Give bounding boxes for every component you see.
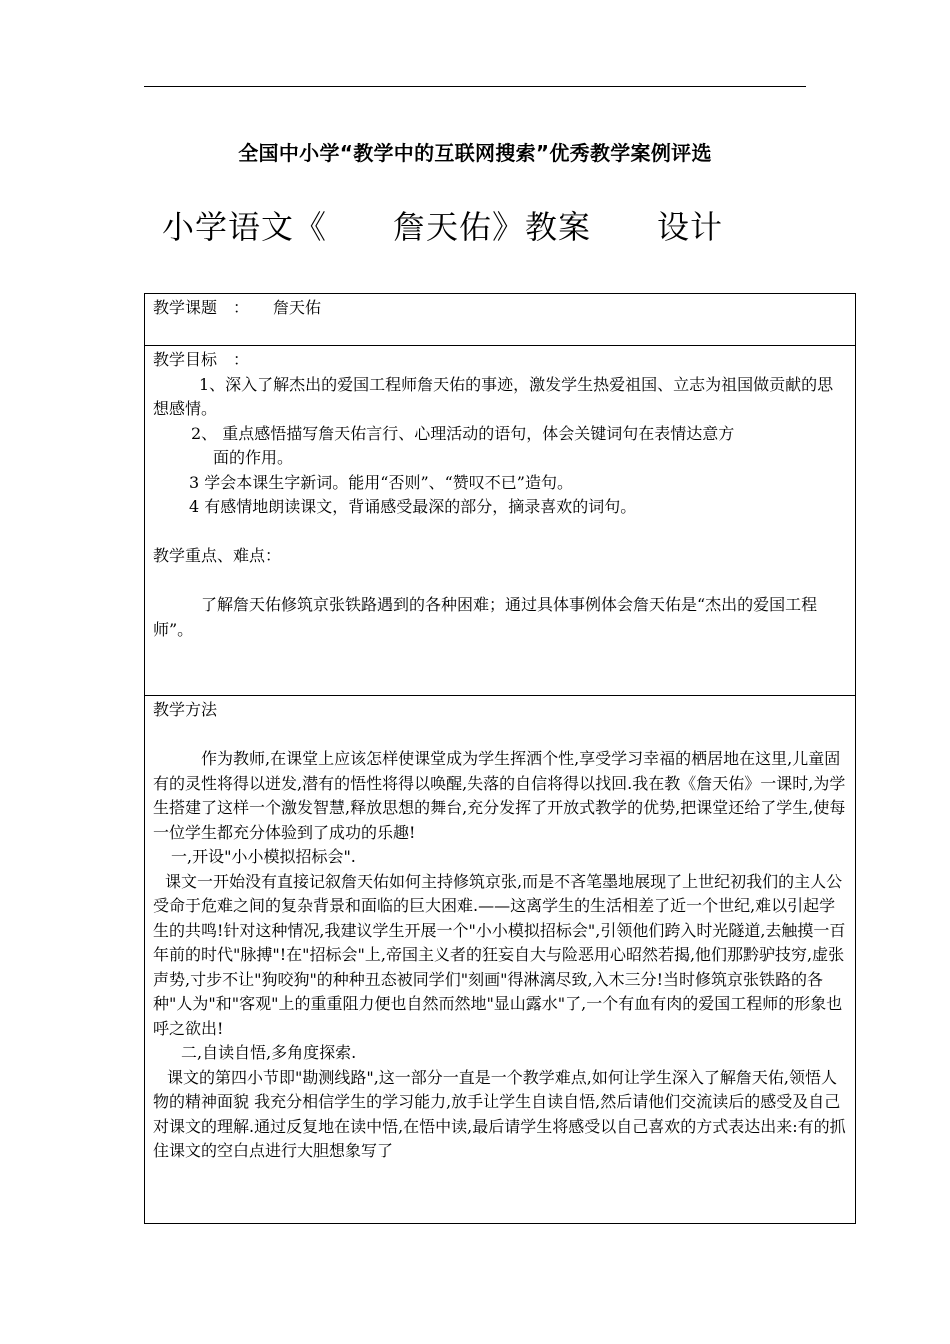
goal-item-1: 1、深入了解杰出的爱国工程师詹天佑的事迹，激发学生热爱祖国、立志为祖国做贡献的思想感情。 — [153, 374, 834, 418]
spacer — [153, 520, 847, 545]
table-row-goals — [145, 346, 856, 696]
lesson-plan-table — [144, 293, 856, 1224]
spacer — [153, 723, 847, 748]
method-cell — [145, 696, 856, 1224]
document-subtitle: 全国中小学“教学中的互联网搜索”优秀教学案例评选 — [238, 141, 712, 165]
topic-cell — [145, 294, 856, 346]
table-row-method — [145, 696, 856, 1224]
table-row-topic — [145, 294, 856, 346]
document-title: 小学语文《 詹天佑》教案 设计 — [162, 208, 724, 246]
goals-cell — [145, 346, 856, 696]
method-label: 教学方法 — [153, 700, 218, 719]
section-1-text: 课文一开始没有直接记叙詹天佑如何主持修筑京张,而是不吝笔墨地展现了上世纪初我们的主人公受命于危难之间的复杂背景和面临的巨大困难.——这离学生的生活相差了近一个世纪,难以引起学生的共鸣!针对这种情况,我建议学生开展一个"小小模拟招标会",引领他们跨入时光隧道,去触摸一百年前的时代"脉搏"!在"招标会"上,帝国主义者的狂妄自大与险恶用心昭然若揭,他们那黔驴技穷,虚张声势,寸步不让"狗咬狗"的种种丑态被同学们"刻画"得淋漓尽致,入木三分!当时修筑京张铁路的各种"人为"和"客观"上的重重阻力便也自然而然地"显山露水"了,一个有血有肉的爱国工程师的形象也呼之欲出! — [153, 871, 846, 1038]
section-2-text: 课文的第四小节即"勘测线路",这一部分一直是一个教学难点,如何让学生深入了解詹天佑,领悟人物的精神面貌 我充分相信学生的学习能力,放手让学生自读自悟,然后请他们交流读后的感受及自己对课文的理解.通过反复地在读中悟,在悟中读,最后请学生将感受以自己喜欢的方式表达出来:有的抓住课文的空白点进行大胆想象写了 — [153, 1067, 846, 1160]
spacer — [153, 569, 847, 594]
section-1-title: 一,开设"小小模拟招标会". — [171, 847, 356, 866]
goal-item-2-line-1: 2、 重点感悟描写詹天佑言行、心理活动的语句，体会关键词句在表情达意方 — [191, 423, 735, 443]
focus-label: 教学重点、难点： — [153, 546, 282, 565]
goal-item-2-line-2: 面的作用。 — [213, 448, 294, 467]
goals-label: 教学目标 ： — [153, 350, 250, 369]
method-intro: 作为教师,在课堂上应该怎样使课堂成为学生挥洒个性,享受学习幸福的栖居地在这里,儿童固有的灵性将得以迸发,潜有的悟性将得以唤醒,失落的自信将得以找回.我在教《詹天佑》一课时,为学生搭建了这样一个激发智慧,释放思想的舞台,充分发挥了开放式教学的优势,把课堂还给了学生,使每一位学生都充分体验到了成功的乐趣! — [153, 749, 846, 842]
section-2-title: 二,自读自悟,多角度探索. — [181, 1043, 357, 1062]
topic-label: 教学课题 ： 詹天佑 — [153, 298, 322, 317]
goal-item-4: 4 有感情地朗读课文，背诵感受最深的部分，摘录喜欢的词句。 — [189, 497, 637, 516]
goal-item-3: 3 学会本课生字新词。能用“否则”、“赞叹不已”造句。 — [189, 472, 573, 492]
header-rule — [144, 86, 806, 87]
focus-text: 了解詹天佑修筑京张铁路遇到的各种困难；通过具体事例体会詹天佑是“杰出的爱国工程师”。 — [153, 595, 818, 639]
